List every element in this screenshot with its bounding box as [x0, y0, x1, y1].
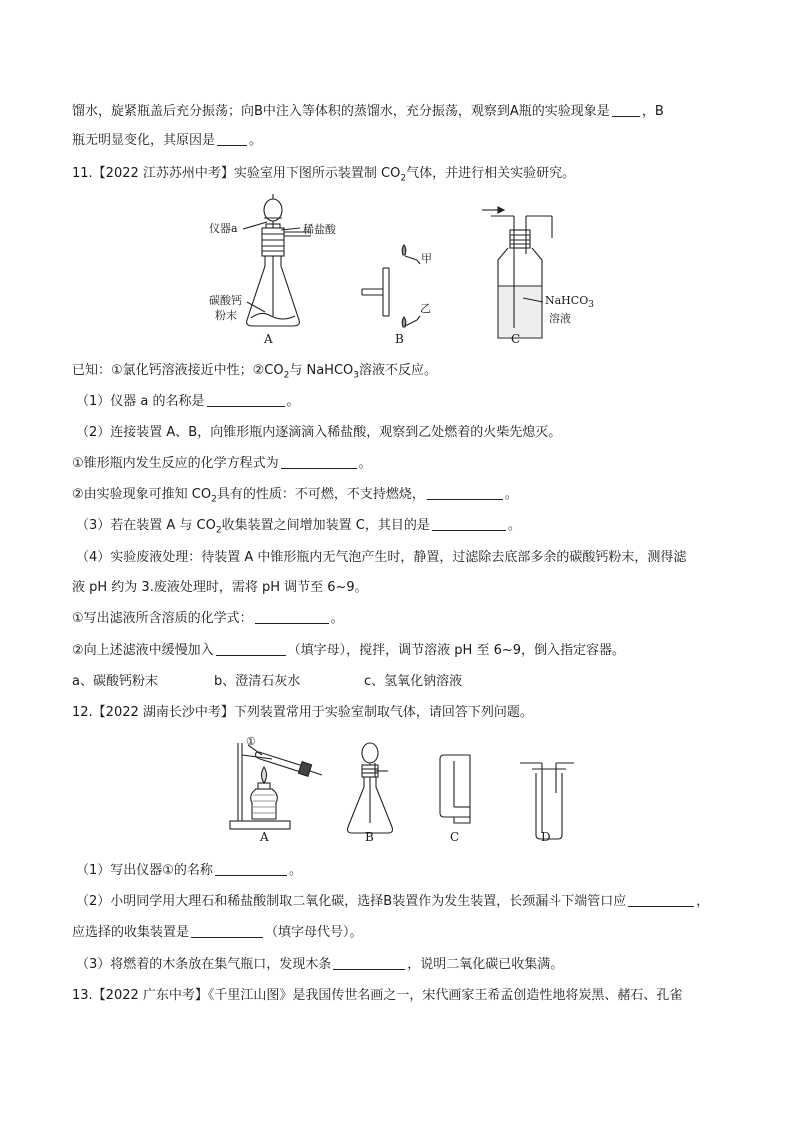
answer-blank[interactable] — [215, 861, 287, 876]
question-11-title: 11.【2022 江苏苏州中考】实验室用下图所示装置制 $CO_2$气体，并进行相关实验研究。 — [72, 166, 576, 184]
caption-a: A — [264, 332, 273, 346]
sub-question-2-1: ①锥形瓶内发生反应的化学方程式为 。 — [72, 456, 372, 471]
sub-question-1: （1）仪器 a 的名称是 。 — [76, 394, 300, 409]
label-solution: 溶液 — [549, 312, 571, 325]
sub-question-4: （4）实验废液处理：待装置 A 中锥形瓶内无气泡产生时，静置，过滤除去底部多余的碳酸钙粉末，测得滤 — [76, 550, 687, 565]
caption-d: D — [541, 830, 551, 844]
answer-blank[interactable] — [333, 955, 405, 970]
sub-question-3: （3）将燃着的木条放在集气瓶口，发现木条 ，说明二氧化碳已收集满。 — [76, 957, 564, 972]
label-dilute-hcl: 稀盐酸 — [303, 223, 336, 236]
option-a: a、碳酸钙粉末 — [72, 674, 158, 689]
sub-question-1: （1）写出仪器①的名称 。 — [76, 863, 302, 878]
caption-a: A — [260, 830, 269, 844]
label-caco3: 碳酸钙 — [209, 294, 242, 307]
text-line: 液 pH 约为 3.废液处理时，需将 pH 调节至 6~9。 — [72, 580, 368, 595]
apparatus-figure-q11 — [205, 188, 605, 353]
sub-question-4-2: ②向上述滤液中缓慢加入 （填字母），搅拌，调节溶液 pH 至 6~9，倒入指定容器。 — [72, 643, 626, 658]
caption-c: C — [450, 830, 460, 844]
option-b: b、澄清石灰水 — [214, 674, 301, 689]
answer-blank[interactable] — [217, 131, 247, 146]
apparatus-figure-q12 — [222, 733, 582, 848]
question-12-title: 12.【2022 湖南长沙中考】下列装置常用于实验室制取气体，请回答下列问题。 — [72, 705, 533, 720]
apparatus-drawing — [205, 188, 605, 353]
label-yi: 乙 — [420, 302, 431, 315]
answer-blank[interactable] — [281, 454, 357, 469]
sub-question-3: （3）若在装置 A 与 $CO_2$收集装置之间增加装置 C，其目的是 。 — [76, 518, 521, 536]
sub-question-2: （2）连接装置 A、B，向锥形瓶内逐滴滴入稀盐酸，观察到乙处燃着的火柴先熄灭。 — [76, 425, 562, 440]
question-13-title: 13.【2022 广东中考】《千里江山图》是我国传世名画之一，宋代画家王希孟创造性地将炭黑、赭石、孔雀 — [72, 988, 683, 1003]
options-row — [72, 672, 462, 692]
answer-blank[interactable] — [216, 641, 286, 656]
sub-question-4-1: ①写出滤液所含溶质的化学式： 。 — [72, 611, 344, 626]
answer-blank[interactable] — [628, 892, 694, 907]
answer-blank[interactable] — [427, 485, 503, 500]
label-powder: 粉末 — [215, 309, 237, 322]
option-c: c、氢氧化钠溶液 — [364, 674, 463, 689]
text-line: 瓶无明显变化，其原因是 。 — [72, 133, 263, 148]
known-info: 已知：①氯化钙溶液接近中性；$②CO_2$与 NaHCO$_3$溶液不反应。 — [72, 363, 438, 381]
answer-blank[interactable] — [191, 923, 263, 938]
answer-blank[interactable] — [255, 609, 329, 624]
sub-question-2: （2）小明同学用大理石和稀盐酸制取二氧化碳，选择B装置作为发生装置，长颈漏斗下端管口应 ， — [76, 894, 710, 909]
answer-blank[interactable] — [612, 102, 640, 117]
label-instrument-a: 仪器a — [209, 222, 238, 235]
caption-b: B — [365, 830, 374, 844]
apparatus-drawing — [222, 733, 582, 848]
sub-question-2-2: ②由实验现象可推知 $CO_2$具有的性质：不可燃，不支持燃烧， 。 — [72, 487, 518, 505]
label-instrument-1: ① — [246, 735, 256, 748]
text-line: 馏水，旋紧瓶盖后充分振荡；向B中注入等体积的蒸馏水，充分振荡，观察到A瓶的实验现象是 ，B — [72, 104, 664, 119]
caption-c: C — [511, 332, 521, 346]
label-nahco3: NaHCO$_3$ — [545, 294, 594, 311]
caption-b: B — [395, 332, 404, 346]
answer-blank[interactable] — [207, 392, 285, 407]
answer-blank[interactable] — [432, 516, 506, 531]
text-line: 应选择的收集装置是 （填字母代号）。 — [72, 925, 363, 940]
label-jia: 甲 — [421, 252, 432, 265]
